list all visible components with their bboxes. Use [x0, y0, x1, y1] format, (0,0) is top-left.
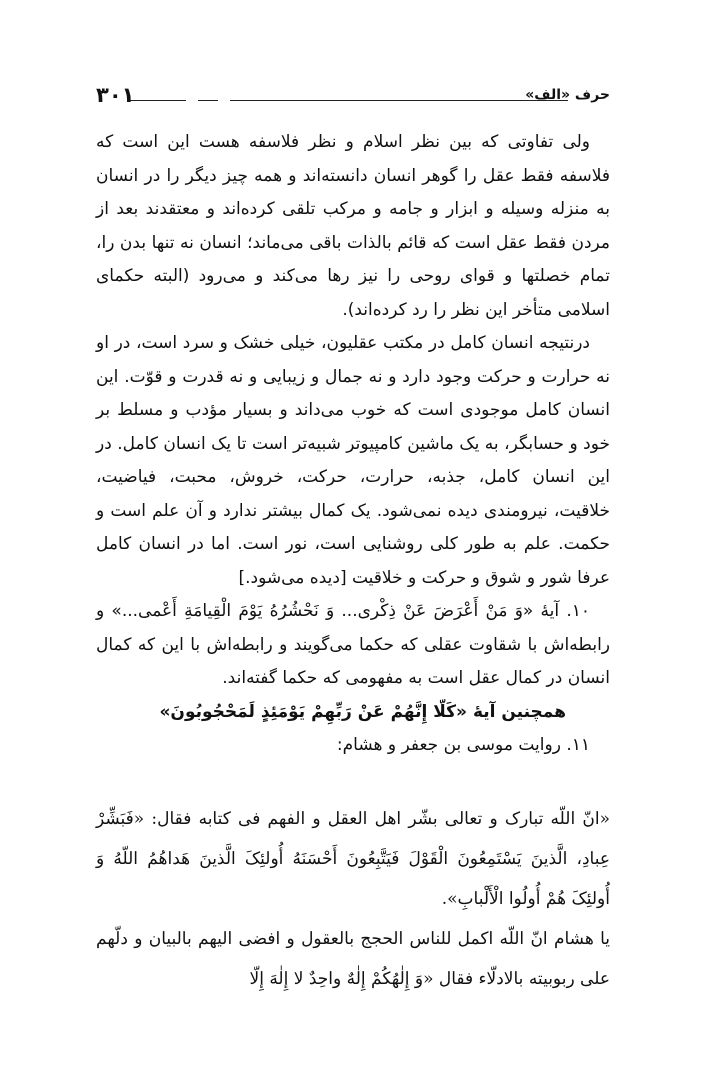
header-rule: [198, 100, 218, 101]
page-header: [96, 80, 610, 110]
header-rule: [230, 100, 568, 101]
verse-line: همچنین آیهٔ «کَلّا إِنَّهُمْ عَنْ رَبِّهِمْ یَوْمَئِذٍ لَمَحْجُوبُونَ»: [159, 701, 566, 722]
body-text: [96, 126, 610, 999]
page-number: ۳۰۱: [96, 83, 135, 107]
hadith-quote: «انّ اللّه تبارک و تعالی بشّر اهل العقل و الفهم فی کتابه فقال: «فَبَشِّرْ عِبادِ، الَّذینَ یَسْتَمِعُونَ الْقَوْلَ فَیَتَّبِعُونَ أَحْسَنَهُ أُولئِکَ الَّذینَ هَداهُمُ اللّهُ وَ أُولئِکَ هُمْ أُولُوا الْأَلْبابِ».: [96, 808, 610, 909]
running-head: حرف «الف»: [525, 87, 610, 103]
numbered-item: ۱۰. آیهٔ «وَ مَنْ أَعْرَضَ عَنْ ذِكْرى... وَ نَحْشُرُهُ یَوْمَ الْقِیامَةِ أَعْمى...» و رابطه‌اش با شقاوت عقلی که حکما می‌گویند و رابطه‌اش با این که کمال انسان در کمال عقل است به مفهومی که حکما گفته‌اند.: [96, 601, 610, 688]
hadith-quote: یا هشام انّ اللّه اکمل للناس الحجج بالعقول و افضی الیهم بالبیان و دلّهم علی ربوبیته بالادلّاء فقال «وَ إِلٰهُکُمْ إِلٰهٌ واحِدٌ لا إِلٰهَ إِلّا: [96, 928, 610, 989]
paragraph: ولی تفاوتی که بین نظر اسلام و نظر فلاسفه هست این است که فلاسفه فقط عقل را گوهر انسان دانسته‌اند و همه چیز دیگر را در انسان به منزله وسیله و ابزار و جامه و مرکب تلقی کرده‌اند و معتقدند بعد از مردن فقط عقل است که قائم بالذات باقی می‌ماند؛ انسان نه تنها بدن را، تمام خصلتها و قوای روحی را نیز رها می‌کند و می‌رود (البته حکمای اسلامی متأخر این نظر را رد کرده‌اند).: [96, 132, 610, 320]
paragraph: درنتیجه انسان کامل در مکتب عقلیون، خیلی خشک و سرد است، در او نه حرارت و حرکت وجود دارد و نه جمال و زیبایی و نه قدرت و قوّت. این انسان کامل موجودی است که خوب می‌داند و بسیار مؤدب و مسلط بر خود و حسابگر، به یک ماشین کامپیوتر شبیه‌تر است تا یک انسان کامل. در این انسان کامل، جذبه، حرارت، حرکت، خروش، محبت، فیاضیت، خلاقیت، نیرومندی دیده نمی‌شود. یک کمال بیشتر ندارد و آن علم است و حکمت. علم به طور کلی روشنایی است، نور است. اما در انسان کامل عرفا شور و شوق و حرکت و خلاقیت [دیده می‌شود.]: [96, 333, 610, 588]
header-rule: [130, 100, 186, 101]
spacer: [96, 763, 610, 799]
numbered-item: ۱۱. روایت موسی بن جعفر و هشام:: [336, 735, 590, 755]
